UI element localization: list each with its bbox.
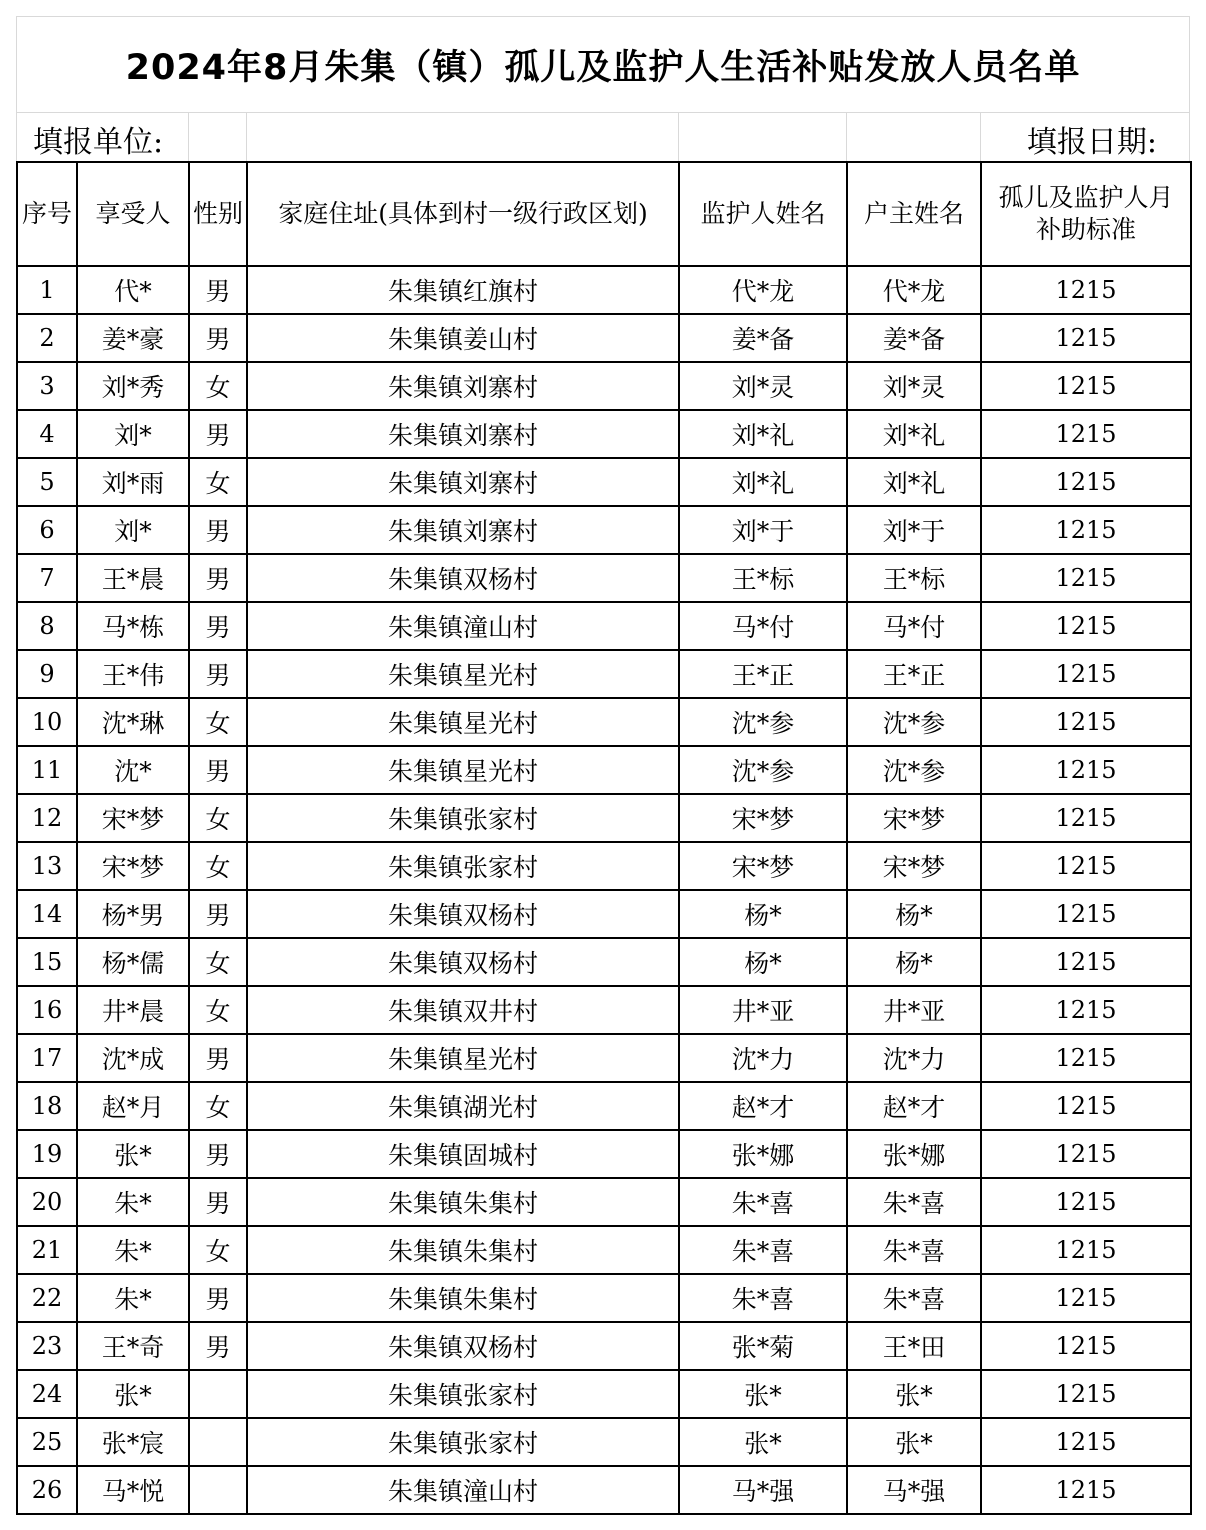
cell-address: 朱集镇星光村 <box>247 1034 679 1082</box>
document-title: 2024年8月朱集（镇）孤儿及监护人生活补贴发放人员名单 <box>16 16 1190 113</box>
cell-index: 19 <box>17 1130 77 1178</box>
cell-address: 朱集镇张家村 <box>247 794 679 842</box>
cell-address: 朱集镇张家村 <box>247 842 679 890</box>
cell-guardian: 代*龙 <box>679 266 847 314</box>
cell-recipient: 王*晨 <box>77 554 189 602</box>
cell-address: 朱集镇刘寨村 <box>247 506 679 554</box>
cell-gender: 男 <box>189 506 247 554</box>
cell-guardian: 刘*灵 <box>679 362 847 410</box>
cell-subsidy: 1215 <box>981 1370 1191 1418</box>
cell-gender: 男 <box>189 650 247 698</box>
cell-subsidy: 1215 <box>981 266 1191 314</box>
grid-line <box>846 113 847 161</box>
cell-gender: 男 <box>189 1034 247 1082</box>
cell-gender: 男 <box>189 1178 247 1226</box>
cell-subsidy: 1215 <box>981 602 1191 650</box>
cell-subsidy: 1215 <box>981 650 1191 698</box>
cell-guardian: 刘*礼 <box>679 410 847 458</box>
cell-address: 朱集镇张家村 <box>247 1418 679 1466</box>
cell-gender <box>189 1418 247 1466</box>
date-label: 填报日期: <box>1026 125 1157 160</box>
cell-householder: 宋*梦 <box>847 794 981 842</box>
cell-householder: 刘*灵 <box>847 362 981 410</box>
cell-recipient: 杨*儒 <box>77 938 189 986</box>
cell-subsidy: 1215 <box>981 314 1191 362</box>
table-row <box>17 698 1191 746</box>
cell-address: 朱集镇星光村 <box>247 746 679 794</box>
cell-address: 朱集镇星光村 <box>247 650 679 698</box>
cell-subsidy: 1215 <box>981 506 1191 554</box>
cell-recipient: 朱* <box>77 1226 189 1274</box>
table-row <box>17 602 1191 650</box>
cell-gender: 男 <box>189 746 247 794</box>
table-row <box>17 842 1191 890</box>
cell-subsidy: 1215 <box>981 986 1191 1034</box>
cell-recipient: 朱* <box>77 1274 189 1322</box>
cell-guardian: 沈*力 <box>679 1034 847 1082</box>
cell-recipient: 张* <box>77 1370 189 1418</box>
cell-gender: 男 <box>189 890 247 938</box>
cell-subsidy: 1215 <box>981 1226 1191 1274</box>
cell-subsidy: 1215 <box>981 1130 1191 1178</box>
cell-householder: 张* <box>847 1370 981 1418</box>
cell-index: 18 <box>17 1082 77 1130</box>
cell-address: 朱集镇双杨村 <box>247 890 679 938</box>
table-row <box>17 1274 1191 1322</box>
table-row <box>17 506 1191 554</box>
cell-subsidy: 1215 <box>981 794 1191 842</box>
cell-gender: 男 <box>189 1322 247 1370</box>
col-header-address: 家庭住址(具体到村一级行政区划) <box>247 162 679 266</box>
table-row <box>17 362 1191 410</box>
table-row <box>17 1082 1191 1130</box>
col-header-householder: 户主姓名 <box>847 162 981 266</box>
cell-index: 11 <box>17 746 77 794</box>
cell-address: 朱集镇刘寨村 <box>247 362 679 410</box>
cell-guardian: 刘*于 <box>679 506 847 554</box>
cell-gender: 女 <box>189 698 247 746</box>
cell-subsidy: 1215 <box>981 362 1191 410</box>
cell-gender: 女 <box>189 938 247 986</box>
cell-subsidy: 1215 <box>981 410 1191 458</box>
cell-householder: 杨* <box>847 938 981 986</box>
cell-index: 13 <box>17 842 77 890</box>
cell-address: 朱集镇潼山村 <box>247 1466 679 1514</box>
cell-guardian: 杨* <box>679 890 847 938</box>
cell-subsidy: 1215 <box>981 698 1191 746</box>
cell-gender: 男 <box>189 314 247 362</box>
cell-subsidy: 1215 <box>981 554 1191 602</box>
table-row <box>17 1370 1191 1418</box>
cell-guardian: 马*付 <box>679 602 847 650</box>
cell-address: 朱集镇固城村 <box>247 1130 679 1178</box>
cell-householder: 沈*参 <box>847 746 981 794</box>
cell-guardian: 张* <box>679 1418 847 1466</box>
cell-index: 3 <box>17 362 77 410</box>
cell-gender: 男 <box>189 602 247 650</box>
cell-index: 1 <box>17 266 77 314</box>
cell-guardian: 赵*才 <box>679 1082 847 1130</box>
cell-householder: 王*标 <box>847 554 981 602</box>
cell-recipient: 赵*月 <box>77 1082 189 1130</box>
cell-recipient: 宋*梦 <box>77 842 189 890</box>
table-row <box>17 1034 1191 1082</box>
cell-recipient: 宋*梦 <box>77 794 189 842</box>
cell-recipient: 刘* <box>77 506 189 554</box>
cell-householder: 沈*力 <box>847 1034 981 1082</box>
cell-index: 22 <box>17 1274 77 1322</box>
grid-line <box>678 113 679 161</box>
cell-guardian: 井*亚 <box>679 986 847 1034</box>
cell-subsidy: 1215 <box>981 890 1191 938</box>
cell-index: 25 <box>17 1418 77 1466</box>
grid-line <box>188 113 189 161</box>
cell-index: 14 <box>17 890 77 938</box>
cell-recipient: 刘* <box>77 410 189 458</box>
cell-subsidy: 1215 <box>981 938 1191 986</box>
cell-guardian: 宋*梦 <box>679 794 847 842</box>
cell-householder: 杨* <box>847 890 981 938</box>
cell-address: 朱集镇刘寨村 <box>247 458 679 506</box>
cell-index: 20 <box>17 1178 77 1226</box>
col-header-guardian: 监护人姓名 <box>679 162 847 266</box>
cell-gender <box>189 1466 247 1514</box>
table-row <box>17 266 1191 314</box>
cell-index: 15 <box>17 938 77 986</box>
col-header-index: 序号 <box>17 162 77 266</box>
cell-householder: 井*亚 <box>847 986 981 1034</box>
cell-address: 朱集镇红旗村 <box>247 266 679 314</box>
cell-gender: 女 <box>189 842 247 890</box>
cell-address: 朱集镇朱集村 <box>247 1226 679 1274</box>
cell-recipient: 马*栋 <box>77 602 189 650</box>
cell-recipient: 朱* <box>77 1178 189 1226</box>
cell-guardian: 张*娜 <box>679 1130 847 1178</box>
cell-recipient: 代* <box>77 266 189 314</box>
cell-index: 5 <box>17 458 77 506</box>
cell-householder: 刘*礼 <box>847 458 981 506</box>
cell-subsidy: 1215 <box>981 842 1191 890</box>
col-header-recipient: 享受人 <box>77 162 189 266</box>
cell-subsidy: 1215 <box>981 1466 1191 1514</box>
cell-guardian: 张*菊 <box>679 1322 847 1370</box>
table-row <box>17 1418 1191 1466</box>
cell-subsidy: 1215 <box>981 1274 1191 1322</box>
document-sheet <box>16 16 1190 1515</box>
cell-address: 朱集镇朱集村 <box>247 1178 679 1226</box>
cell-index: 10 <box>17 698 77 746</box>
meta-row <box>16 113 1190 161</box>
cell-address: 朱集镇双井村 <box>247 986 679 1034</box>
cell-householder: 赵*才 <box>847 1082 981 1130</box>
cell-recipient: 沈*成 <box>77 1034 189 1082</box>
cell-householder: 姜*备 <box>847 314 981 362</box>
cell-recipient: 姜*豪 <box>77 314 189 362</box>
cell-householder: 马*强 <box>847 1466 981 1514</box>
cell-guardian: 王*标 <box>679 554 847 602</box>
cell-recipient: 张*宸 <box>77 1418 189 1466</box>
cell-index: 16 <box>17 986 77 1034</box>
cell-recipient: 杨*男 <box>77 890 189 938</box>
cell-guardian: 马*强 <box>679 1466 847 1514</box>
cell-gender: 男 <box>189 554 247 602</box>
cell-gender <box>189 1370 247 1418</box>
cell-index: 7 <box>17 554 77 602</box>
cell-subsidy: 1215 <box>981 1418 1191 1466</box>
cell-index: 21 <box>17 1226 77 1274</box>
table-row <box>17 554 1191 602</box>
cell-householder: 朱*喜 <box>847 1274 981 1322</box>
cell-subsidy: 1215 <box>981 1178 1191 1226</box>
cell-address: 朱集镇湖光村 <box>247 1082 679 1130</box>
cell-subsidy: 1215 <box>981 1034 1191 1082</box>
cell-householder: 王*正 <box>847 650 981 698</box>
cell-householder: 沈*参 <box>847 698 981 746</box>
cell-address: 朱集镇朱集村 <box>247 1274 679 1322</box>
grid-line <box>246 113 247 161</box>
cell-index: 12 <box>17 794 77 842</box>
cell-index: 2 <box>17 314 77 362</box>
col-header-subsidy: 孤儿及监护人月补助标准 <box>981 162 1191 266</box>
table-row <box>17 794 1191 842</box>
cell-guardian: 朱*喜 <box>679 1178 847 1226</box>
table-row <box>17 746 1191 794</box>
cell-guardian: 宋*梦 <box>679 842 847 890</box>
table-row <box>17 1322 1191 1370</box>
cell-householder: 宋*梦 <box>847 842 981 890</box>
cell-subsidy: 1215 <box>981 1082 1191 1130</box>
cell-address: 朱集镇星光村 <box>247 698 679 746</box>
cell-index: 6 <box>17 506 77 554</box>
cell-guardian: 朱*喜 <box>679 1226 847 1274</box>
cell-guardian: 刘*礼 <box>679 458 847 506</box>
cell-guardian: 张* <box>679 1370 847 1418</box>
cell-recipient: 王*奇 <box>77 1322 189 1370</box>
cell-householder: 刘*于 <box>847 506 981 554</box>
col-header-gender: 性别 <box>189 162 247 266</box>
cell-index: 9 <box>17 650 77 698</box>
cell-address: 朱集镇潼山村 <box>247 602 679 650</box>
cell-address: 朱集镇双杨村 <box>247 938 679 986</box>
cell-householder: 刘*礼 <box>847 410 981 458</box>
cell-gender: 女 <box>189 362 247 410</box>
cell-index: 26 <box>17 1466 77 1514</box>
table-row <box>17 314 1191 362</box>
cell-guardian: 姜*备 <box>679 314 847 362</box>
unit-label: 填报单位: <box>33 125 164 160</box>
table-row <box>17 1130 1191 1178</box>
cell-index: 8 <box>17 602 77 650</box>
table-row <box>17 1178 1191 1226</box>
cell-recipient: 王*伟 <box>77 650 189 698</box>
cell-gender: 女 <box>189 1226 247 1274</box>
cell-householder: 代*龙 <box>847 266 981 314</box>
cell-address: 朱集镇姜山村 <box>247 314 679 362</box>
grid-line <box>980 113 981 161</box>
cell-gender: 男 <box>189 1130 247 1178</box>
table-header-row <box>17 162 1191 266</box>
cell-index: 4 <box>17 410 77 458</box>
cell-address: 朱集镇张家村 <box>247 1370 679 1418</box>
table-row <box>17 890 1191 938</box>
cell-address: 朱集镇双杨村 <box>247 554 679 602</box>
cell-gender: 男 <box>189 266 247 314</box>
table-row <box>17 458 1191 506</box>
cell-recipient: 刘*秀 <box>77 362 189 410</box>
cell-recipient: 井*晨 <box>77 986 189 1034</box>
table-row <box>17 1466 1191 1514</box>
cell-gender: 女 <box>189 986 247 1034</box>
cell-index: 24 <box>17 1370 77 1418</box>
table-row <box>17 938 1191 986</box>
table-row <box>17 410 1191 458</box>
cell-recipient: 刘*雨 <box>77 458 189 506</box>
cell-subsidy: 1215 <box>981 746 1191 794</box>
table-body <box>17 266 1191 1514</box>
cell-householder: 朱*喜 <box>847 1226 981 1274</box>
table-row <box>17 1226 1191 1274</box>
cell-householder: 张*娜 <box>847 1130 981 1178</box>
cell-gender: 男 <box>189 410 247 458</box>
cell-address: 朱集镇刘寨村 <box>247 410 679 458</box>
cell-guardian: 沈*参 <box>679 698 847 746</box>
cell-householder: 王*田 <box>847 1322 981 1370</box>
recipient-table <box>16 161 1192 1515</box>
cell-subsidy: 1215 <box>981 1322 1191 1370</box>
table-row <box>17 650 1191 698</box>
cell-gender: 女 <box>189 1082 247 1130</box>
table-row <box>17 986 1191 1034</box>
cell-gender: 男 <box>189 1274 247 1322</box>
cell-householder: 朱*喜 <box>847 1178 981 1226</box>
cell-householder: 张* <box>847 1418 981 1466</box>
cell-guardian: 杨* <box>679 938 847 986</box>
cell-index: 17 <box>17 1034 77 1082</box>
cell-recipient: 沈*琳 <box>77 698 189 746</box>
cell-gender: 女 <box>189 458 247 506</box>
cell-householder: 马*付 <box>847 602 981 650</box>
cell-recipient: 马*悦 <box>77 1466 189 1514</box>
cell-recipient: 张* <box>77 1130 189 1178</box>
cell-guardian: 王*正 <box>679 650 847 698</box>
cell-guardian: 朱*喜 <box>679 1274 847 1322</box>
cell-address: 朱集镇双杨村 <box>247 1322 679 1370</box>
cell-subsidy: 1215 <box>981 458 1191 506</box>
cell-index: 23 <box>17 1322 77 1370</box>
cell-guardian: 沈*参 <box>679 746 847 794</box>
cell-gender: 女 <box>189 794 247 842</box>
cell-recipient: 沈* <box>77 746 189 794</box>
